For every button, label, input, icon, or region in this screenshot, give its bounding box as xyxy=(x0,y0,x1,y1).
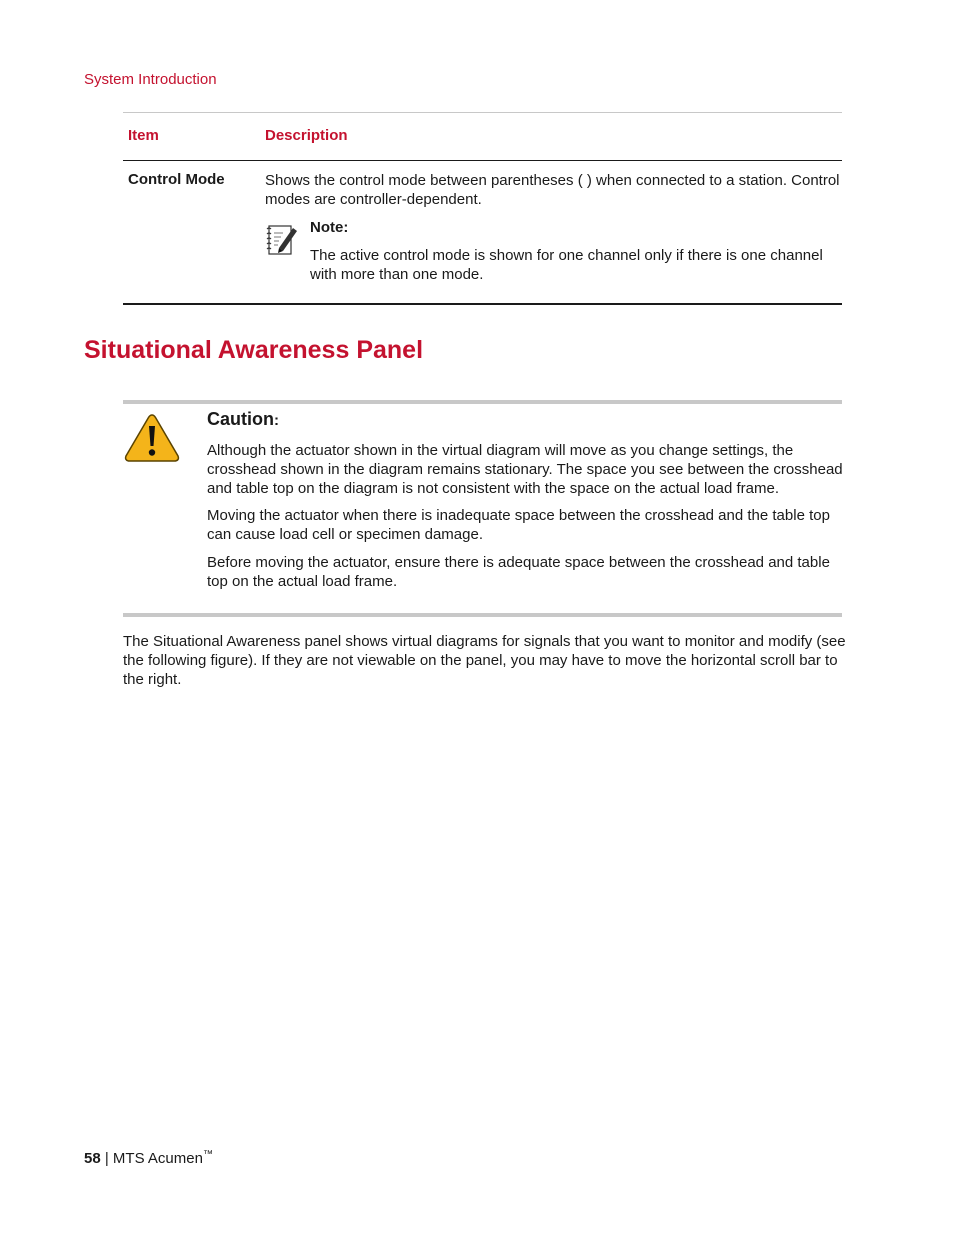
caution-paragraph: Although the actuator shown in the virtual diagram will move as you change settings, the crosshead shown in the diagram remains stationary. The space you see between the crosshead and table top on the diagram is not consistent with the space on the actual load frame. xyxy=(207,442,843,497)
caution-label-colon: : xyxy=(274,412,279,429)
note-pencil-icon xyxy=(266,222,298,256)
caution-paragraph: Before moving the actuator, ensure there is adequate space between the crosshead and table top on the actual load frame. xyxy=(207,554,830,590)
table-cell-item: Control Mode xyxy=(128,171,225,188)
caution-label xyxy=(207,409,279,430)
footer-separator: | xyxy=(100,1150,113,1167)
footer-product: MTS Acumen xyxy=(112,1150,203,1167)
table-top-rule xyxy=(123,112,842,113)
table-cell-description: Shows the control mode between parentheses ( ) when connected to a station. Control modes are controller-dependent. xyxy=(265,172,840,208)
section-title: Situational Awareness Panel xyxy=(84,336,424,364)
page-footer xyxy=(84,1149,213,1167)
table-header-rule xyxy=(123,160,842,161)
table-header-description: Description xyxy=(265,127,348,144)
table-bottom-rule xyxy=(123,303,842,305)
caution-bottom-bar xyxy=(123,613,842,617)
caution-paragraph: Moving the actuator when there is inadequate space between the crosshead and the table top can cause load cell or specimen damage. xyxy=(207,507,830,543)
note-text: The active control mode is shown for one channel only if there is one channel with more than one mode. xyxy=(310,247,823,283)
caution-label-text: Caution xyxy=(207,409,274,429)
note-label: Note: xyxy=(310,219,349,236)
warning-triangle-icon xyxy=(123,412,181,464)
body-paragraph: The Situational Awareness panel shows virtual diagrams for signals that you want to monitor and modify (see the following figure). If they are not viewable on the panel, you may have to move the horizontal scroll bar to the right. xyxy=(123,633,846,688)
page-number: 58 xyxy=(84,1150,101,1167)
running-header: System Introduction xyxy=(84,71,217,88)
footer-trademark: ™ xyxy=(202,1149,213,1160)
table-header-item: Item xyxy=(128,127,159,144)
caution-top-bar xyxy=(123,400,842,404)
